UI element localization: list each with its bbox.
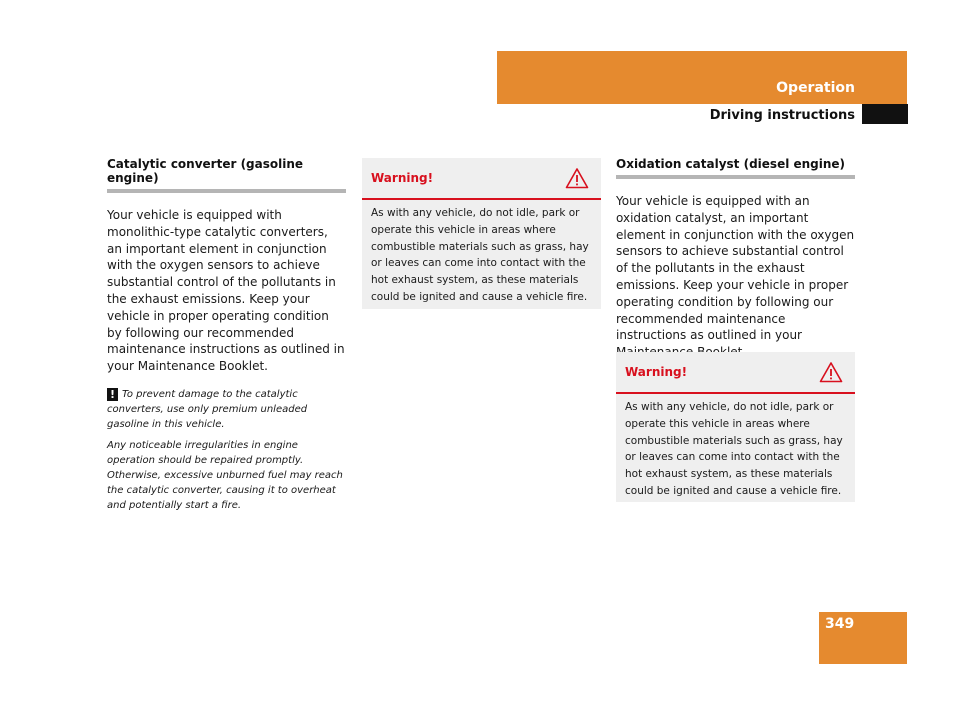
right-column [616,157,855,361]
note-paragraph [107,387,346,432]
page-number-box [819,612,907,664]
left-column [107,157,346,513]
catalytic-converter-heading: Catalytic converter (gasoline engine) [107,157,346,193]
warning-title: Warning! [625,365,688,379]
warning-title: Warning! [371,171,434,185]
warning-text: As with any vehicle, do not idle, park or operate this vehicle in areas where combustible materials such as grass, hay or leaves can come into contact with the hot exhaust system, as these materials could be ignited and cause a vehicle fire. [625,401,843,497]
catalytic-converter-body: Your vehicle is equipped with monolithic-type catalytic converters, an important element in conjunction with the oxygen sensors to achieve substantial control of the pollutants in the exhaust emissions. Keep your vehicle in proper operating condition by following our recommended maintenance instructions as outlined in your Maintenance Booklet. [107,208,345,374]
caution-icon: ! [107,388,118,401]
note-irregularities: Any noticeable irregularities in engine operation should be repaired promptly. Otherwise, excessive unburned fuel may reach the catalytic converter, causing it to overheat and potentially start a fire. [107,439,343,511]
oxidation-catalyst-heading: Oxidation catalyst (diesel engine) [616,157,855,179]
section-header-bar [497,51,907,104]
warning-triangle-icon [819,361,843,383]
warning-header [362,158,601,200]
note-text: To prevent damage to the catalytic converters, use only premium unleaded gasoline in this vehicle. [107,388,308,430]
warning-header [616,352,855,394]
warning-text: As with any vehicle, do not idle, park or operate this vehicle in areas where combustible materials such as grass, hay or leaves can come into contact with the hot exhaust system, as these materials could be ignited and cause a vehicle fire. [371,207,589,303]
oxidation-catalyst-body: Your vehicle is equipped with an oxidation catalyst, an important element in conjunction with the oxygen sensors to achieve substantial control of the pollutants in the exhaust emissions. Keep your vehicle in proper operating condition by following our recommended maintenance instructions as outlined in your [616,194,855,343]
page-number: 349 [825,616,855,632]
warning-box [362,158,601,309]
subsection-title: Driving instructions [709,108,855,123]
warning-triangle-icon [565,167,589,189]
section-title: Operation [776,80,855,96]
warning-box [616,352,855,502]
section-tab-marker [862,104,908,124]
